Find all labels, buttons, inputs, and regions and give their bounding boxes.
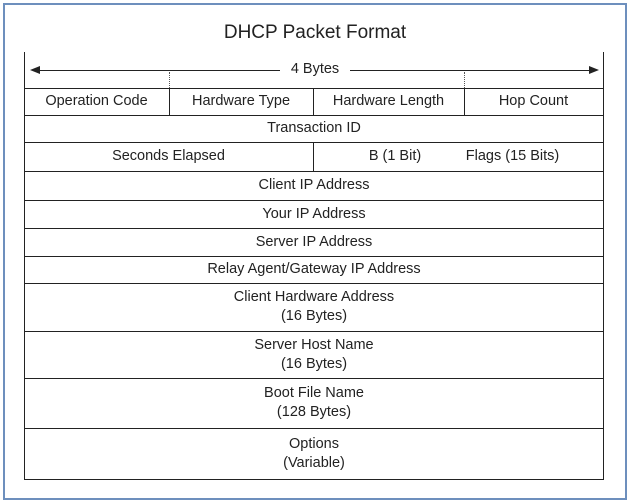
field-client-hardware-address <box>24 283 604 331</box>
field-transaction-id: Transaction ID <box>267 120 361 136</box>
field-relay-agent-ip: Relay Agent/Gateway IP Address <box>207 261 421 277</box>
field-hardware-length: Hardware Length <box>332 93 445 109</box>
field-server-ip: Server IP Address <box>255 233 373 250</box>
client-hw-name: Client Hardware Address <box>233 289 395 305</box>
field-client-ip: Client IP Address <box>258 177 370 193</box>
field-b-flag: B (1 Bit) <box>368 148 422 164</box>
row3-divider <box>313 142 314 171</box>
field-options <box>24 428 604 479</box>
width-arrow-line-right <box>350 70 592 71</box>
left-top-edge <box>24 52 25 88</box>
field-operation-code: Operation Code <box>45 93 148 109</box>
left-arrowhead <box>30 66 40 74</box>
client-hw-size: (16 Bytes) <box>280 308 348 324</box>
row-line-11 <box>24 479 604 480</box>
field-hop-count: Hop Count <box>498 93 569 109</box>
width-label: 4 Bytes <box>280 61 350 77</box>
width-arrow-line-left <box>36 70 280 71</box>
server-host-name: Server Host Name <box>254 336 374 353</box>
options-name: Options <box>289 435 339 452</box>
boot-file-name: Boot File Name <box>264 385 364 401</box>
boot-file-size: (128 Bytes) <box>276 404 352 420</box>
diagram-title: DHCP Packet Format <box>223 22 407 43</box>
byte-tick-3 <box>464 72 465 88</box>
field-flags: Flags (15 Bits) <box>465 148 560 164</box>
byte-tick-1 <box>169 72 170 88</box>
right-top-edge <box>603 52 604 88</box>
field-server-host-name <box>24 331 604 378</box>
options-size: (Variable) <box>283 454 345 471</box>
field-seconds-elapsed: Seconds Elapsed <box>112 148 225 164</box>
server-host-size: (16 Bytes) <box>280 355 348 372</box>
field-hardware-type: Hardware Type <box>191 93 291 109</box>
field-boot-file-name <box>24 378 604 428</box>
right-arrowhead <box>589 66 599 74</box>
field-your-ip: Your IP Address <box>262 205 366 222</box>
